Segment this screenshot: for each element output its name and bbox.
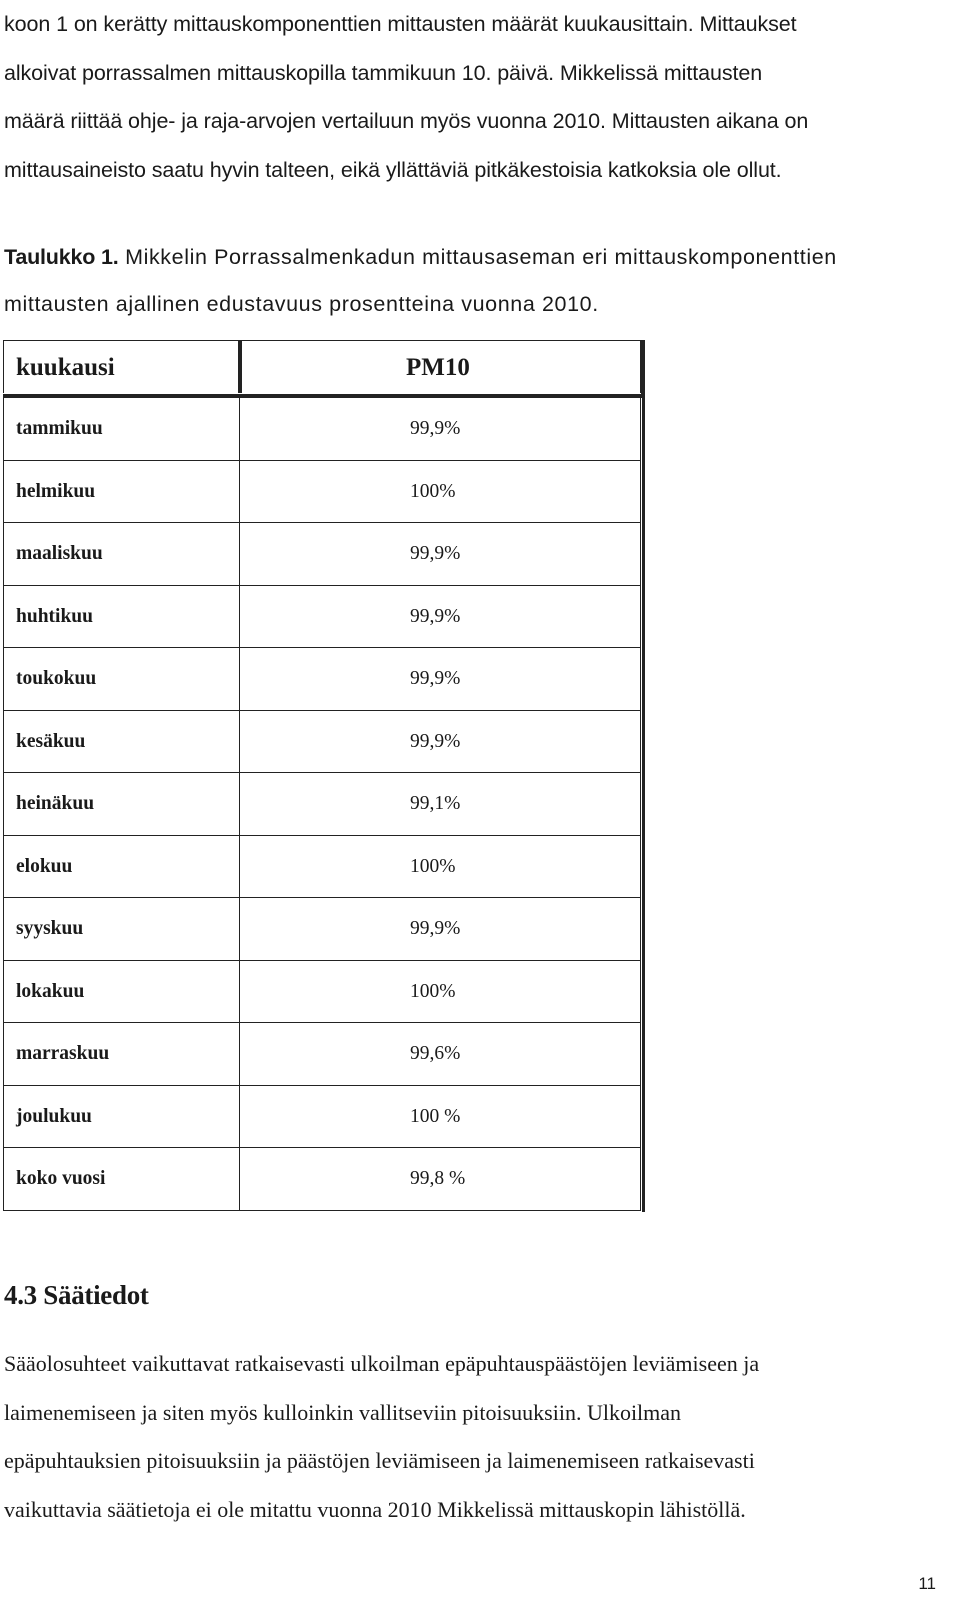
table-body-shadow <box>642 398 645 1212</box>
column-divider <box>239 1086 240 1149</box>
column-divider <box>239 836 240 899</box>
intro-line-1: koon 1 on kerätty mittauskomponenttien mittausten määrät kuukausittain. Mittaukset <box>4 12 797 36</box>
column-divider <box>239 461 240 524</box>
month-cell: koko vuosi <box>16 1168 106 1189</box>
column-divider <box>239 648 240 711</box>
table-row <box>4 523 640 586</box>
header-pm10: PM10 <box>406 354 470 381</box>
pm10-value-cell: 99,9% <box>410 418 461 439</box>
caption-label: Taulukko 1. <box>4 245 119 269</box>
header-month: kuukausi <box>16 354 115 381</box>
pm10-value-cell: 99,6% <box>410 1043 461 1064</box>
table-row <box>4 1148 640 1211</box>
column-divider <box>239 1148 240 1211</box>
pm10-value-cell: 100% <box>410 980 456 1002</box>
section-heading: 4.3 Säätiedot <box>4 1280 149 1310</box>
table-row <box>4 836 640 899</box>
table-row <box>4 898 640 961</box>
section-line-3: epäpuhtauksien pitoisuuksiin ja päästöjen leviämiseen ja laimenemiseen ratkaisevasti <box>4 1448 755 1473</box>
month-cell: elokuu <box>16 855 73 877</box>
column-divider <box>239 961 240 1024</box>
pm10-value-cell: 99,9% <box>410 543 461 564</box>
table-row <box>4 398 640 461</box>
column-divider <box>239 898 240 961</box>
table-row <box>4 773 640 836</box>
pm10-value-cell: 99,9% <box>410 668 461 689</box>
month-cell: syyskuu <box>16 918 84 939</box>
month-cell: joulukuu <box>16 1105 92 1127</box>
column-divider <box>239 711 240 774</box>
caption-line-2: mittausten ajallinen edustavuus prosentteina vuonna 2010. <box>4 292 599 316</box>
column-divider <box>239 1023 240 1086</box>
month-cell: huhtikuu <box>16 605 93 627</box>
table-row <box>4 961 640 1024</box>
table-row <box>4 711 640 774</box>
intro-line-2: alkoivat porrassalmen mittauskopilla tammikuun 10. päivä. Mikkelissä mittausten <box>4 60 763 85</box>
month-cell: kesäkuu <box>16 730 86 752</box>
header-divider <box>238 341 242 393</box>
table-caption <box>4 234 954 328</box>
table-row <box>4 648 640 711</box>
pm10-value-cell: 99,8 % <box>410 1168 466 1189</box>
section-line-4: vaikuttavia säätietoja ei ole mitattu vuonna 2010 Mikkelissä mittauskopin lähistöllä. <box>4 1496 746 1522</box>
column-divider <box>239 586 240 649</box>
table-header-row <box>3 340 641 393</box>
pm10-value-cell: 100% <box>410 855 456 877</box>
intro-line-3: määrä riittää ohje- ja raja-arvojen vertailuun myös vuonna 2010. Mittausten aikana on <box>4 109 809 133</box>
table-row <box>4 586 640 649</box>
column-divider <box>239 523 240 586</box>
pm10-value-cell: 99,1% <box>410 793 461 814</box>
column-divider <box>239 398 240 461</box>
table-row <box>4 1086 640 1149</box>
header-shadow <box>641 340 645 398</box>
section-line-1: Sääolosuhteet vaikuttavat ratkaisevasti ulkoilman epäpuhtauspäästöjen leviämiseen ja <box>4 1351 760 1376</box>
month-cell: toukokuu <box>16 668 97 689</box>
month-cell: lokakuu <box>16 980 85 1002</box>
pm10-value-cell: 100% <box>410 480 456 502</box>
month-cell: heinäkuu <box>16 793 95 814</box>
month-cell: tammikuu <box>16 418 103 439</box>
caption-line-1 <box>4 234 954 281</box>
column-divider <box>239 773 240 836</box>
page-number: 11 <box>918 1574 936 1593</box>
pm10-value-cell: 100 % <box>410 1105 461 1127</box>
intro-line-4: mittausaineisto saatu hyvin talteen, eikä yllättäviä pitkäkestoisia katkoksia ole ollut. <box>4 157 782 182</box>
month-cell: maaliskuu <box>16 543 103 564</box>
intro-paragraph <box>4 0 954 194</box>
pm10-value-cell: 99,9% <box>410 918 461 939</box>
month-cell: helmikuu <box>16 480 96 502</box>
pm10-value-cell: 99,9% <box>410 605 461 627</box>
month-cell: marraskuu <box>16 1043 110 1064</box>
table-row <box>4 1023 640 1086</box>
pm10-value-cell: 99,9% <box>410 730 461 752</box>
section-line-2: laimenemiseen ja siten myös kulloinkin vallitseviin pitoisuuksiin. Ulkoilman <box>4 1399 682 1425</box>
caption-text-1: Mikkelin Porrassalmenkadun mittausaseman eri mittauskomponenttien <box>118 245 837 269</box>
table-row <box>4 461 640 524</box>
table-body <box>3 398 641 1211</box>
representativeness-table <box>3 340 641 1211</box>
section-paragraph <box>4 1340 954 1534</box>
